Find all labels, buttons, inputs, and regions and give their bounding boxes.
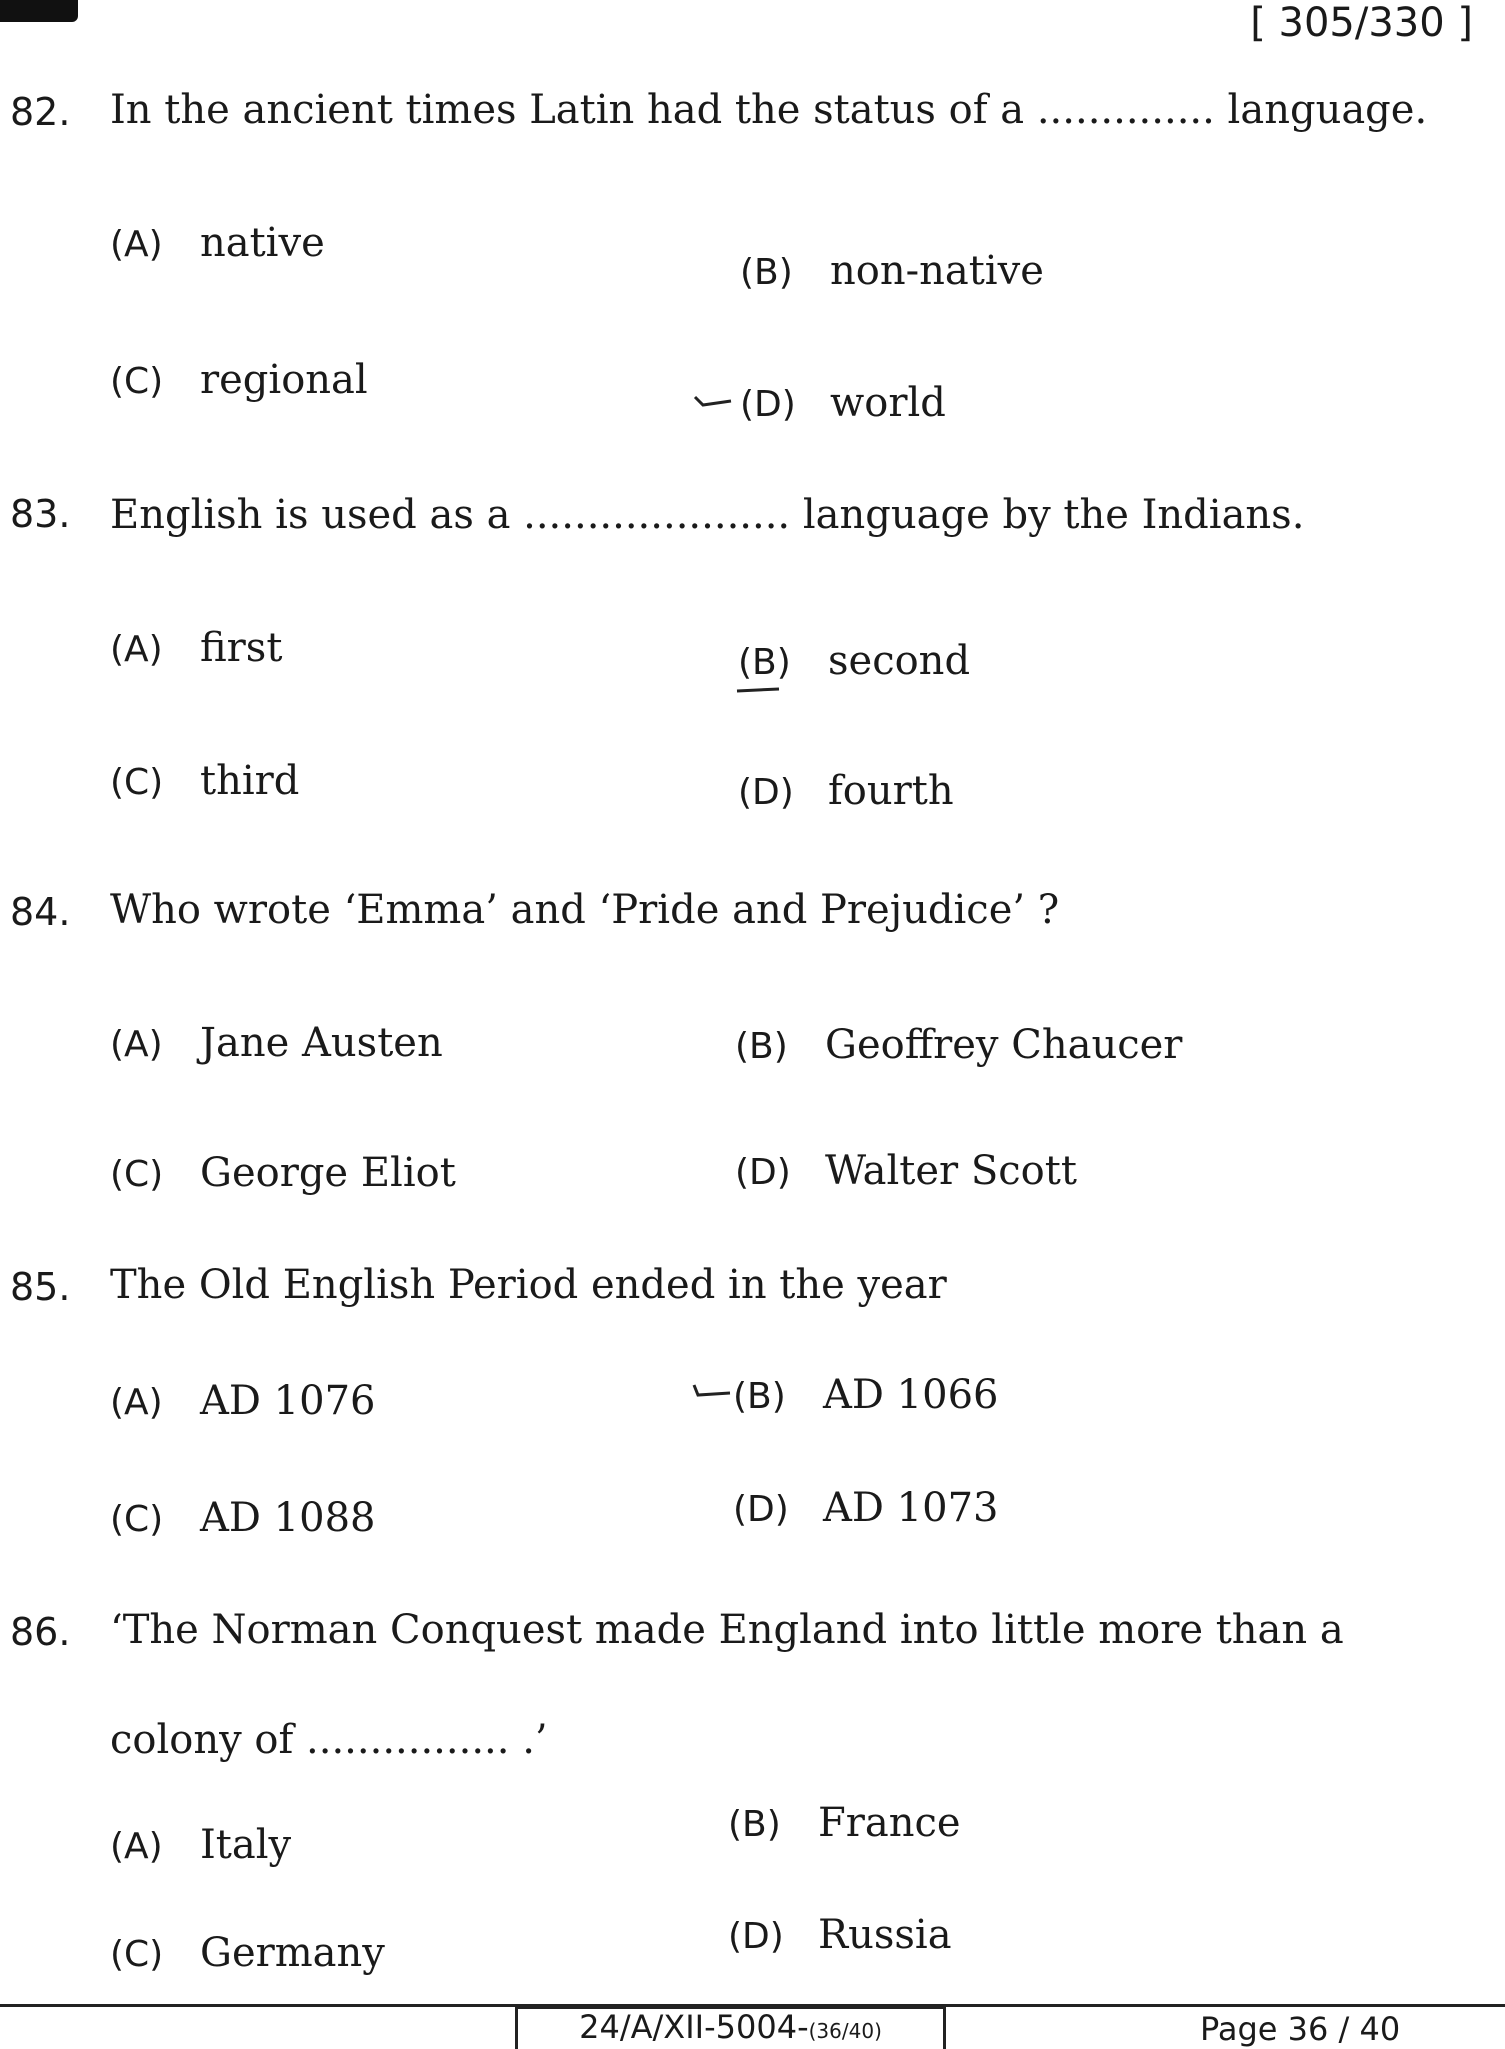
option-text: third [200,758,300,804]
option-letter: (C) [110,1154,164,1195]
option-84-c[interactable] [110,1150,456,1196]
option-letter: (D) [740,384,796,425]
question-number: 85. [10,1265,71,1309]
option-letter: (A) [110,224,163,265]
footer-paper-code [515,2006,946,2049]
question-text: Who wrote ‘Emma’ and ‘Pride and Prejudice’ ? [110,887,1060,933]
option-83-a[interactable] [110,625,282,671]
option-85-b[interactable] [733,1372,998,1418]
option-letter: (C) [110,1934,164,1975]
option-text: regional [200,357,368,403]
option-85-a[interactable] [110,1378,375,1424]
option-letter: (B) [740,252,793,293]
option-86-c[interactable] [110,1930,385,1976]
option-letter: (B) [735,1026,788,1067]
option-letter: (A) [110,629,163,670]
question-number: 86. [10,1610,71,1654]
option-letter: (B) [738,642,791,683]
option-text: France [818,1800,961,1846]
page-number: Page 36 / 40 [1200,2010,1401,2048]
option-86-d[interactable] [728,1912,952,1958]
option-83-b[interactable] [738,638,970,684]
corner-mark [0,0,78,22]
option-text: Geoffrey Chaucer [825,1022,1183,1068]
option-text: non-native [830,248,1044,294]
option-86-b[interactable] [728,1800,961,1846]
option-text: George Eliot [200,1150,456,1196]
option-82-d[interactable] [740,380,946,426]
footer-code-text: 24/A/XII-5004- [579,2008,809,2046]
option-letter: (C) [110,361,164,402]
footer-code-sub: (36/40) [808,2019,882,2043]
option-text: second [828,638,971,684]
question-number: 82. [10,90,71,134]
option-text: first [200,625,283,671]
option-letter: (D) [738,772,794,813]
option-82-b[interactable] [740,248,1044,294]
option-83-d[interactable] [738,768,954,814]
option-letter: (B) [733,1376,786,1417]
option-85-c[interactable] [110,1495,375,1541]
paper-code: [ 305/330 ] [1250,0,1473,46]
option-letter: (A) [110,1382,163,1423]
option-text: AD 1066 [823,1372,999,1418]
option-text: Russia [818,1912,952,1958]
option-84-d[interactable] [735,1148,1077,1194]
option-83-c[interactable] [110,758,299,804]
option-85-d[interactable] [733,1485,998,1531]
option-letter: (A) [110,1826,163,1867]
question-text: English is used as a ..................... language by the Indians. [110,492,1305,538]
option-letter: (A) [110,1024,163,1065]
question-text: ‘The Norman Conquest made England into little more than a colony of ................ .’ [110,1607,1344,1763]
option-text: Italy [200,1822,292,1868]
option-text: Walter Scott [825,1148,1077,1194]
question-number: 84. [10,890,71,934]
answer-underline-mark-83 [735,682,775,704]
answer-tick-mark-82 [693,393,733,415]
option-letter: (D) [735,1152,791,1193]
option-text: AD 1076 [200,1378,376,1424]
option-82-a[interactable] [110,220,325,266]
option-letter: (D) [728,1916,784,1957]
option-86-a[interactable] [110,1822,291,1868]
option-text: AD 1088 [200,1495,376,1541]
option-84-b[interactable] [735,1022,1182,1068]
option-text: Jane Austen [200,1020,443,1066]
question-text: In the ancient times Latin had the status of a .............. language. [110,87,1428,133]
option-text: world [830,380,946,426]
option-text: fourth [828,768,954,814]
option-letter: (D) [733,1489,789,1530]
answer-tick-mark-85 [692,1383,732,1405]
question-text: The Old English Period ended in the year [110,1262,947,1308]
option-letter: (C) [110,762,164,803]
option-84-a[interactable] [110,1020,443,1066]
question-number: 83. [10,492,71,536]
option-82-c[interactable] [110,357,368,403]
option-text: Germany [200,1930,385,1976]
option-letter: (C) [110,1499,164,1540]
option-letter: (B) [728,1804,781,1845]
option-text: AD 1073 [823,1485,999,1531]
option-text: native [200,220,325,266]
